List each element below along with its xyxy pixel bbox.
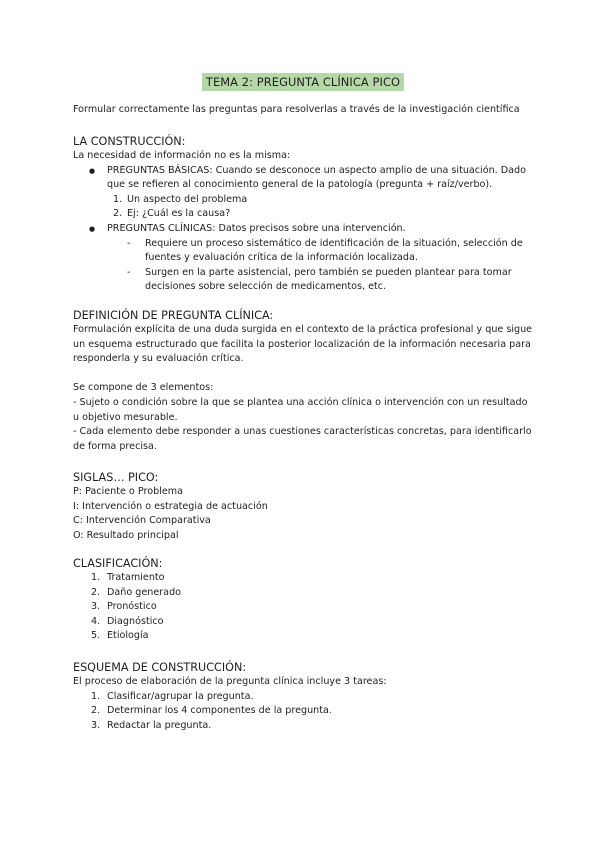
section-heading: ESQUEMA DE CONSTRUCCIÓN: (73, 661, 247, 674)
sigla-item: O: Resultado principal (73, 529, 179, 541)
list-item: 2. Determinar los 4 componentes de la pregunta. (91, 705, 332, 717)
section-construccion (73, 134, 533, 295)
list-item: 4. Diagnóstico (91, 615, 164, 627)
bullet-item (107, 164, 533, 222)
section-lead: El proceso de elaboración de la pregunta clínica incluye 3 tareas: (73, 676, 387, 687)
bullet-item (107, 222, 533, 295)
document-title: TEMA 2: PREGUNTA CLÍNICA PICO (202, 73, 404, 91)
section-clasificacion (73, 556, 533, 644)
definition-text: Formulación explícita de una duda surgida en el contexto de la práctica profesional y que sigue un esquema estructurado que facilita la posterior localización de la información necesaria para responderla y su evaluación crítica. (73, 324, 533, 365)
components-lead: Se compone de 3 elementos: (73, 382, 214, 394)
list-item: 3. Redactar la pregunta. (91, 719, 212, 731)
sigla-item: I: Intervención o estrategia de actuación (73, 500, 268, 512)
list-item: - Surgen en la parte asistencial, pero también se pueden plantear para tomar decisiones sobre selección de medicamentos, etc. (145, 266, 533, 295)
section-heading: DEFINICIÓN DE PREGUNTA CLÍNICA: (73, 309, 274, 322)
list-item: - Requiere un proceso sistemático de identificación de la situación, selección de fuentes y evaluación crítica de la información localizada. (145, 237, 533, 266)
numbered-list (73, 690, 533, 734)
list-item: 1. Un aspecto del problema (113, 193, 248, 205)
list-item: 3. Pronóstico (91, 601, 157, 613)
numbered-list (73, 571, 533, 644)
bullet-text: PREGUNTAS CLÍNICAS: Datos precisos sobre una intervención. (107, 222, 406, 234)
intro-text: Formular correctamente las preguntas para resolverlas a través de la investigación científica (73, 104, 520, 115)
section-heading: CLASIFICACIÓN: (73, 557, 163, 570)
section-definicion (73, 308, 533, 454)
sigla-item: C: Intervención Comparativa (73, 515, 211, 527)
bullet-list (73, 164, 533, 295)
section-heading: SIGLAS… PICO: (73, 471, 159, 484)
section-siglas (73, 470, 533, 543)
components-line: - Sujeto o condición sobre la que se plantea una acción clínica o intervención con un resultado u objetivo mesurable. (73, 396, 528, 423)
section-heading: LA CONSTRUCCIÓN: (73, 135, 186, 148)
list-item: 1. Clasificar/agrupar la pregunta. (91, 690, 254, 702)
list-item: 2. Daño generado (91, 586, 182, 598)
title-container (73, 71, 533, 91)
sigla-item: P: Paciente o Problema (73, 486, 183, 497)
list-item: 2. Ej: ¿Cuál es la causa? (113, 208, 231, 220)
numbered-list (107, 193, 533, 222)
components-line: - Cada elemento debe responder a unas cuestiones características concretas, para identificarlo de forma precisa. (73, 426, 532, 452)
bullet-text: PREGUNTAS BÁSICAS: Cuando se desconoce un aspecto amplio de una situación. Dado que se refieren al conocimiento general de la patología (pregunta + raíz/verbo). (107, 164, 526, 191)
section-esquema (73, 660, 533, 733)
list-item: 5. Etiología (91, 630, 149, 642)
list-item: 1. Tratamiento (91, 572, 165, 583)
dash-list (107, 237, 533, 295)
section-lead: La necesidad de información no es la misma: (73, 150, 291, 161)
